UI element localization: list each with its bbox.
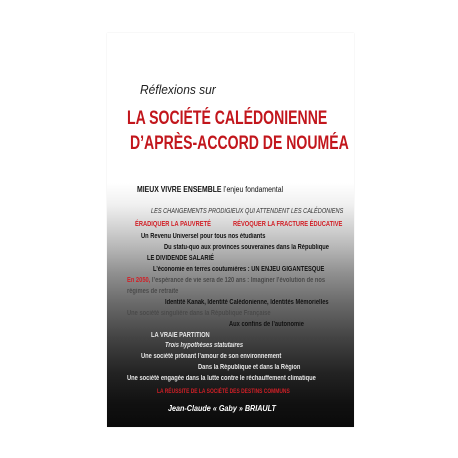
en-2050-line xyxy=(127,277,325,284)
economie-line: L’économie en terres coutumières : UN ENJEU GIGANTESQUE xyxy=(153,266,325,273)
dividende-line: LE DIVIDENDE SALARIÉ xyxy=(147,255,214,262)
republique-region-line: Dans la République et dans la Région xyxy=(198,364,301,371)
mieux-vivre-bold: MIEUX VIVRE ENSEMBLE xyxy=(137,185,222,194)
singuliere-line: Une société singulière dans la République Française xyxy=(127,310,271,317)
en-2050-highlight: En 2050, xyxy=(127,277,151,284)
vraie-partition-line: LA VRAIE PARTITION xyxy=(151,332,210,339)
trois-hypotheses-line: Trois hypothèses statutaires xyxy=(165,342,244,349)
engagee-line: Une société engagée dans la lutte contre le réchauffement climatique xyxy=(127,375,316,382)
revoquer-line: RÉVOQUER LA FRACTURE ÉDUCATIVE xyxy=(233,221,343,228)
intro-text: Réflexions sur xyxy=(140,82,216,97)
en-2050-rest: l’espérance de vie sera de 120 ans : Imaginer l’évolution de nos xyxy=(150,277,326,284)
revenu-line: Un Revenu Universel pour tous nos étudiants xyxy=(141,233,266,240)
autonomie-line: Aux confins de l’autonomie xyxy=(229,321,304,328)
mieux-vivre-rest: l’enjeu fondamental xyxy=(221,185,284,194)
eradiquer-line: ÉRADIQUER LA PAUVRETÉ xyxy=(135,221,211,228)
mieux-vivre-heading xyxy=(137,186,283,194)
pronant-line: Une société prônant l’amour de son environnement xyxy=(141,353,282,360)
reussite-line: LA RÉUSSITE DE LA SOCIÉTÉ DES DESTINS COMMUNS xyxy=(157,389,290,395)
statu-quo-line: Du statu-quo aux provinces souveraines dans la République xyxy=(164,244,329,251)
identite-line: Identité Kanak, Identité Calédonienne, Identités Mémorielles xyxy=(165,299,329,306)
regimes-line: régimes de retraite xyxy=(127,288,179,295)
title-line-1: LA SOCIÉTÉ CALÉDONIENNE xyxy=(127,108,328,129)
title-line-2: D’APRÈS-ACCORD DE NOUMÉA xyxy=(130,133,349,154)
book-cover xyxy=(107,33,354,427)
author-name: Jean-Claude « Gaby » BRIAULT xyxy=(168,404,276,413)
changements-line: LES CHANGEMENTS PRODIGIEUX QUI ATTENDENT LES CALÉDONIENS xyxy=(151,208,344,215)
